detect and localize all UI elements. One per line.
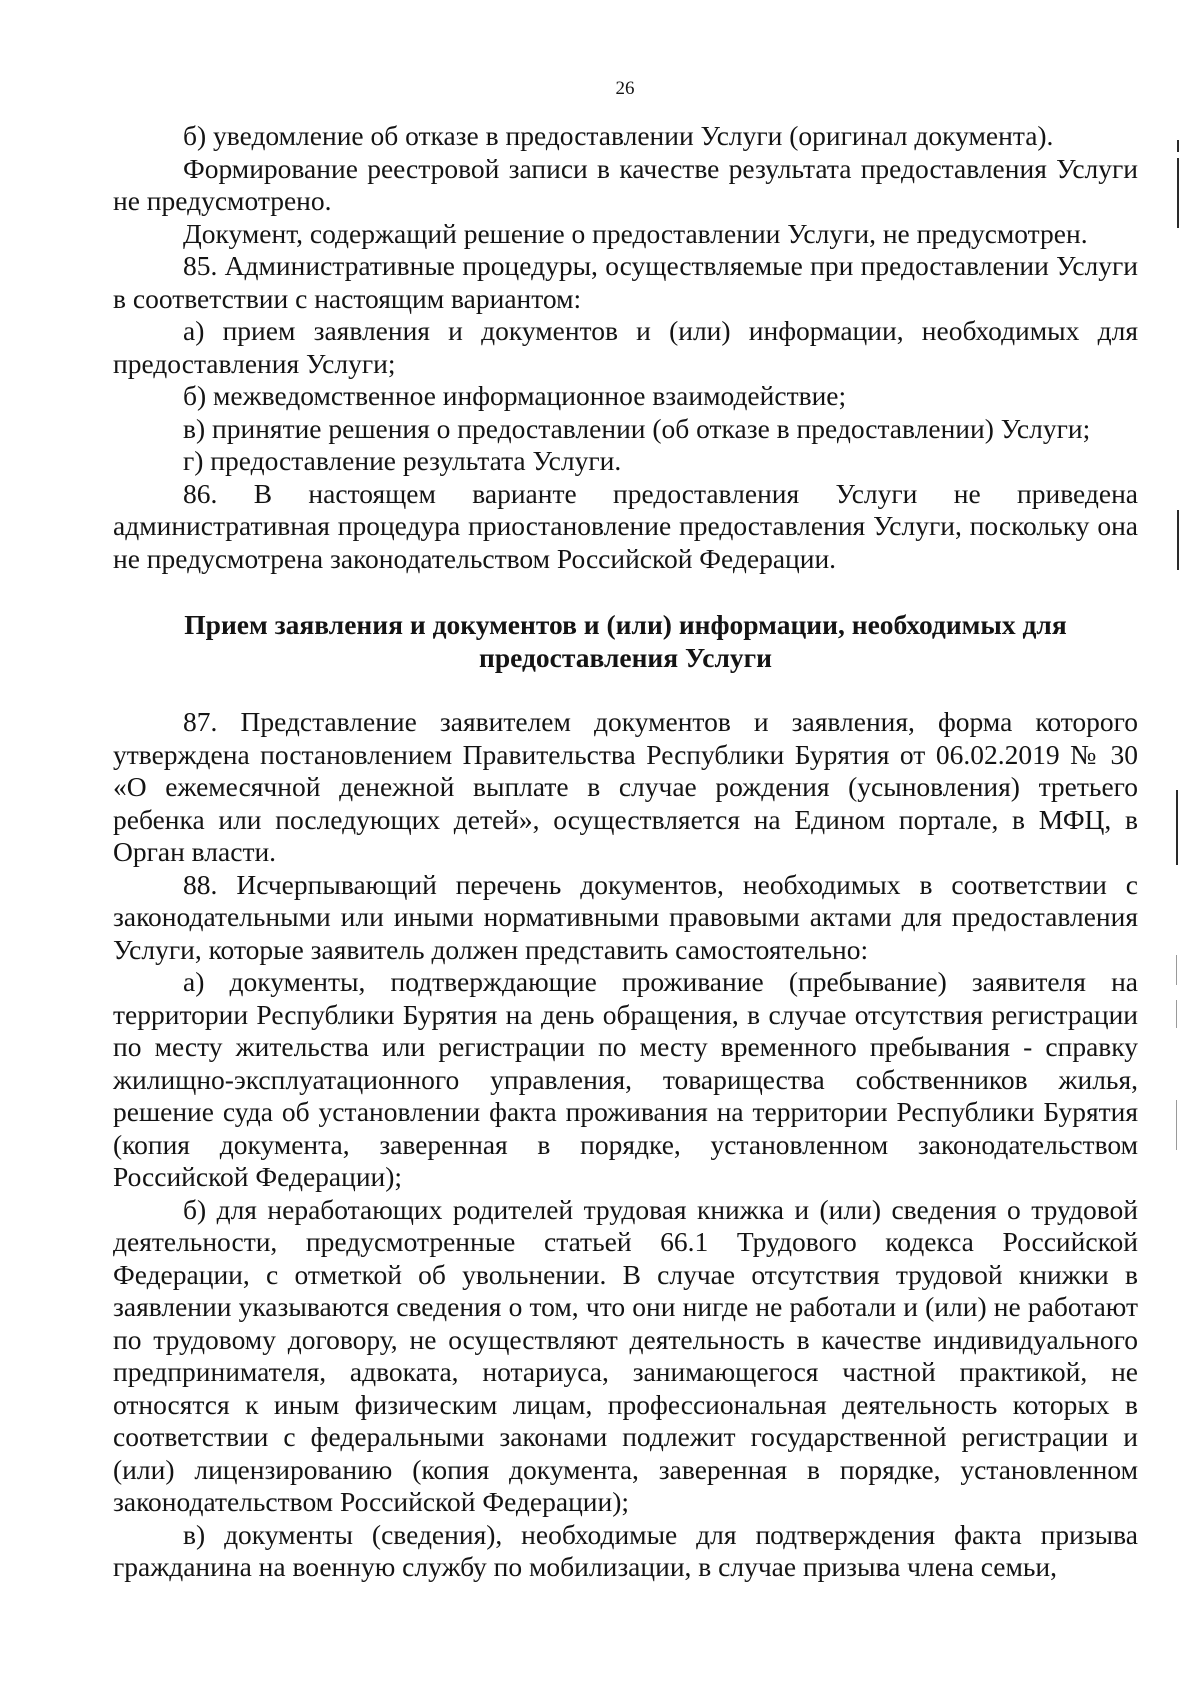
paragraph-decision-document: Документ, содержащий решение о предоставлении Услуги, не предусмотрен.: [183, 217, 1088, 249]
paragraph-85: 85. Административные процедуры, осуществляемые при предоставлении Услуги в соответствии с настоящим вариантом:: [113, 250, 1138, 314]
page-number: 26: [615, 78, 635, 99]
section-heading: [113, 609, 1138, 674]
scan-artifact-mark: [1176, 790, 1178, 865]
list-item-b: б) межведомственное информационное взаимодействие;: [183, 380, 847, 411]
paragraph-87: 87. Представление заявителем документов и заявления, форма которого утверждена постановлением Правительства Республики Бурятия от 06.02.2019 № 30 «О ежемесячной денежной выплате в случае рождения (усыновления) третьего ребенка или последующих детей», осуществляется на Едином портале, в МФЦ, в Орган власти.: [113, 706, 1138, 867]
list-item-v: в) принятие решения о предоставлении (об отказе в предоставлении) Услуги;: [183, 412, 1091, 444]
paragraph-result-notice: б) уведомление об отказе в предоставлении Услуги (оригинал документа).: [183, 120, 1054, 151]
section-heading-line-1: Прием заявления и документов и (или) информации, необходимых для: [184, 609, 1067, 640]
scan-artifact-mark: [1176, 955, 1177, 985]
scan-artifact-mark: [1177, 158, 1179, 228]
section-heading-line-2: предоставления Услуги: [479, 641, 772, 673]
paragraph-registry-entry: Формирование реестровой записи в качестве результата предоставления Услуги не предусмотрено.: [113, 152, 1138, 216]
scan-artifact-mark: [1176, 1000, 1177, 1028]
scan-artifact-mark: [1177, 510, 1179, 570]
paragraph-88-item-v: в) документы (сведения), необходимые для подтверждения факта призыва гражданина на военную службу по мобилизации, в случае призыва члена семьи,: [113, 1518, 1138, 1582]
paragraph-88-item-a: а) документы, подтверждающие проживание (пребывание) заявителя на территории Республики Бурятия на день обращения, в случае отсутствия регистрации по месту жительства или регистрации по месту временного пребывания - справку жилищно-эксплуатационного управления, товарищества собственников жилья, решение суда об установлении факта проживания на территории Республики Бурятия (копия документа, заверенная в порядке, установленном законодательством Российской Федерации);: [113, 966, 1138, 1192]
list-item-g: г) предоставление результата Услуги.: [183, 445, 622, 476]
document-body: [113, 120, 1138, 1584]
scan-artifact-mark: [1177, 140, 1179, 152]
scan-artifact-mark: [1176, 1100, 1177, 1150]
paragraph-86: 86. В настоящем варианте предоставления Услуги не приведена административная процедура приостановление предоставления Услуги, поскольку она не предусмотрена законодательством Российской Федерации.: [113, 477, 1138, 574]
list-item-a: а) прием заявления и документов и (или) информации, необходимых для предоставления Услуги;: [113, 315, 1138, 379]
paragraph-88: 88. Исчерпывающий перечень документов, необходимых в соответствии с законодательными или иными нормативными правовыми актами для предоставления Услуги, которые заявитель должен представить самостоятельно:: [113, 868, 1138, 965]
paragraph-88-item-b: б) для неработающих родителей трудовая книжка и (или) сведения о трудовой деятельности, предусмотренные статьей 66.1 Трудового кодекса Российской Федерации, с отметкой об увольнении. В случае отсутствия трудовой книжки в заявлении указываются сведения о том, что они нигде не работали и (или) не работают по трудовому договору, не осуществляют деятельность в качестве индивидуального предпринимателя, адвоката, нотариуса, занимающегося частной практикой, не относятся к иным физическим лицам, профессиональная деятельность которых в соответствии с федеральными законами подлежит государственной регистрации и (или) лицензированию (копия документа, заверенная в порядке, установленном законодательством Российской Федерации);: [113, 1193, 1138, 1517]
